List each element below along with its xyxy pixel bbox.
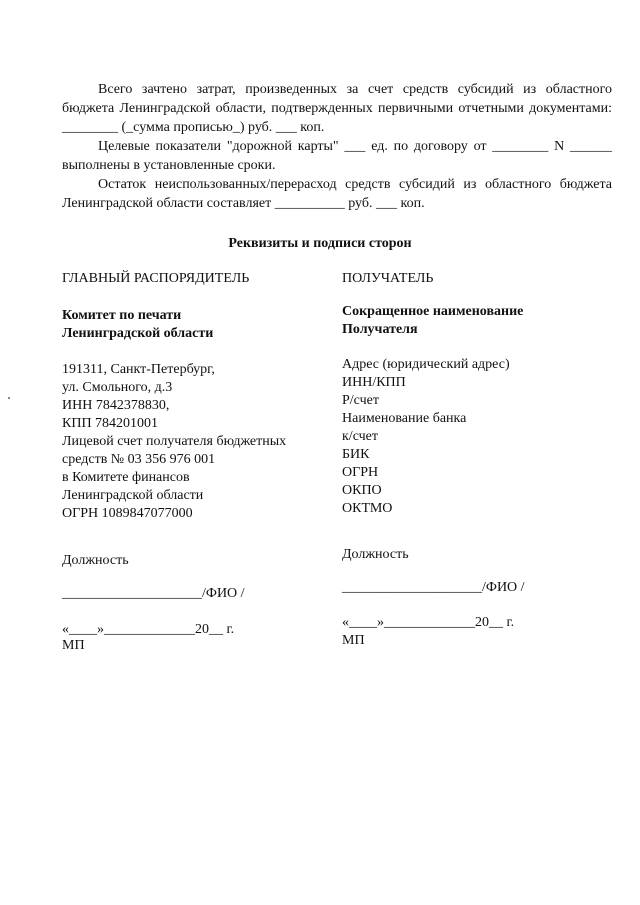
right-org-line2: Получателя: [342, 322, 418, 337]
left-position-label: Должность: [62, 553, 129, 568]
left-detail-line: КПП 784201001: [62, 416, 159, 431]
right-date-line: «____»_____________20__ г.: [342, 615, 515, 630]
left-heading: ГЛАВНЫЙ РАСПОРЯДИТЕЛЬ: [62, 271, 250, 286]
right-position-label: Должность: [342, 547, 409, 562]
right-detail-line: ОКПО: [342, 483, 382, 498]
left-signature-line: ____________________/ФИО /: [62, 586, 245, 601]
right-detail-line: к/счет: [342, 429, 378, 444]
left-detail-line: Лицевой счет получателя бюджетных: [62, 434, 287, 449]
scan-speck: [8, 397, 10, 399]
paragraph-targets: Целевые показатели "дорожной карты" ___ ед. по договору от ________ N ______ выполнены в установленные сроки.: [62, 139, 612, 173]
right-detail-line: Р/счет: [342, 393, 379, 408]
right-detail-line: ОГРН: [342, 465, 379, 480]
left-detail-line: 191311, Санкт-Петербург,: [62, 362, 215, 377]
paragraph-remainder: Остаток неиспользованных/перерасход средств субсидий из областного бюджета Ленинградской области составляет __________ руб. ___ коп.: [62, 177, 612, 211]
section-title: Реквизиты и подписи сторон: [228, 236, 412, 251]
right-detail-line: ОКТМО: [342, 501, 393, 516]
left-org-line2: Ленинградской области: [62, 326, 214, 341]
paragraph-expenses: Всего зачтено затрат, произведенных за счет средств субсидий из областного бюджета Ленинградской области, подтвержденных первичными отчетными документами: ________ (_сумма прописью_) руб. ___ коп.: [62, 82, 612, 135]
left-detail-line: Ленинградской области: [62, 488, 204, 503]
left-detail-line: в Комитете финансов: [62, 470, 190, 485]
left-details: [62, 361, 332, 523]
right-heading: ПОЛУЧАТЕЛЬ: [342, 271, 434, 286]
right-detail-line: Наименование банка: [342, 411, 467, 426]
left-org-line1: Комитет по печати: [62, 308, 182, 323]
right-detail-line: БИК: [342, 447, 370, 462]
right-signature-line: ____________________/ФИО /: [342, 580, 525, 595]
left-detail-line: средств № 03 356 976 001: [62, 452, 216, 467]
left-date-line: «____»_____________20__ г.: [62, 622, 235, 637]
right-details: [342, 356, 612, 518]
right-detail-line: ИНН/КПП: [342, 375, 406, 390]
left-detail-line: ОГРН 1089847077000: [62, 506, 193, 521]
right-org-line1: Сокращенное наименование: [342, 304, 524, 319]
right-detail-line: Адрес (юридический адрес): [342, 357, 510, 372]
left-stamp-label: МП: [62, 638, 85, 653]
right-stamp-label: МП: [342, 633, 365, 648]
left-detail-line: ИНН 7842378830,: [62, 398, 170, 413]
left-detail-line: ул. Смольного, д.3: [62, 380, 173, 395]
